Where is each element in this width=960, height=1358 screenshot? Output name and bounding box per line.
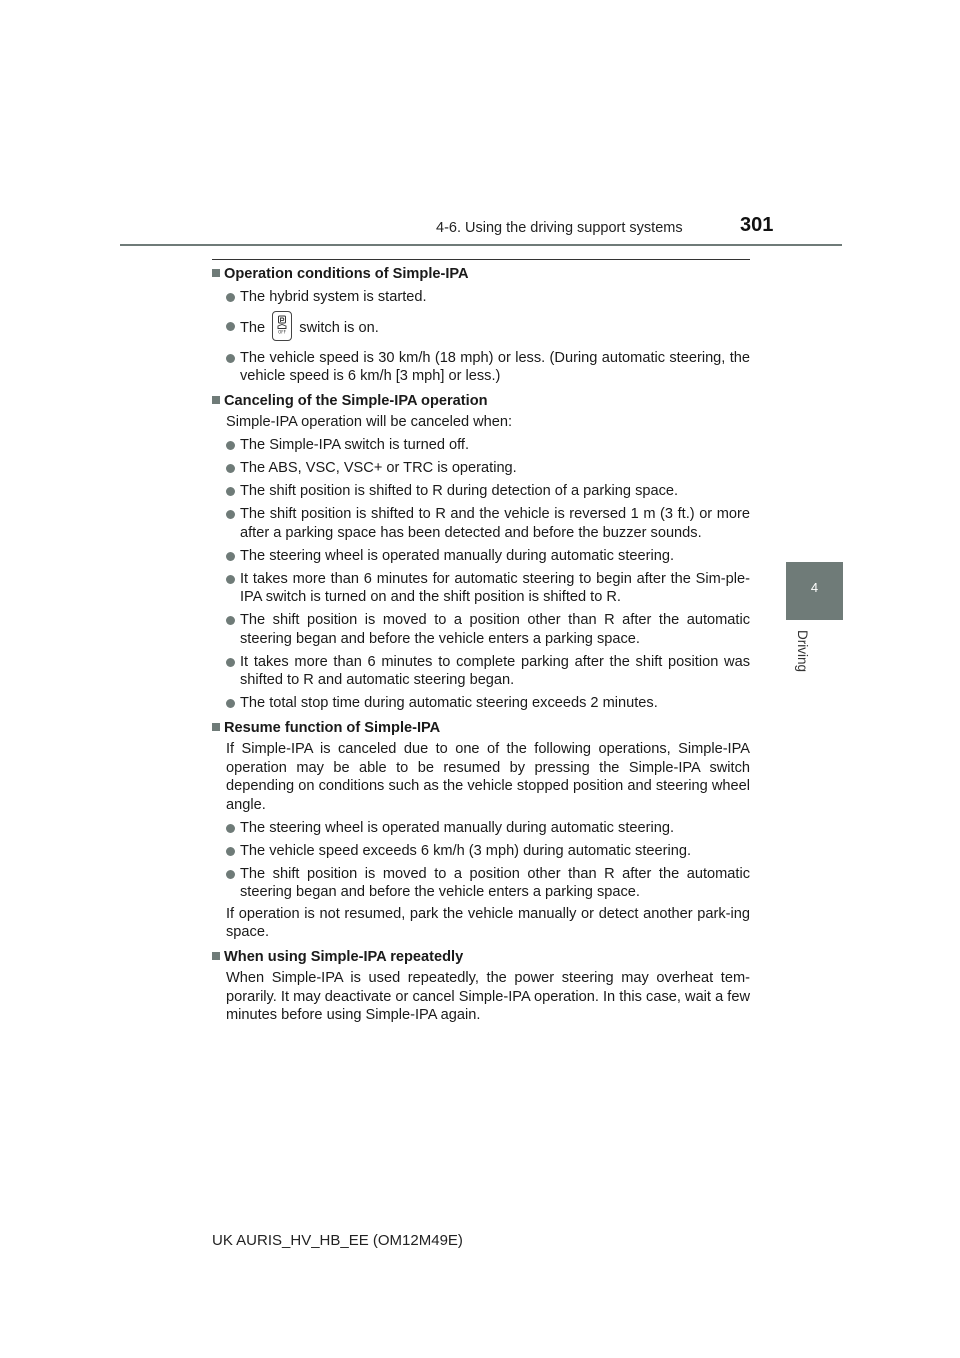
list-item-text: The total stop time during automatic steering exceeds 2 minutes. — [240, 695, 658, 711]
section-heading — [212, 392, 750, 411]
bullet-icon — [226, 699, 235, 708]
bullet-icon — [226, 552, 235, 561]
list-item-text: The shift position is shifted to R and the vehicle is reversed 1 m (3 ft.) or more after a parking space has been detected and before the buzzer sounds. — [240, 506, 750, 541]
list-item — [212, 313, 750, 343]
bullet-icon — [226, 870, 235, 879]
bullet-icon — [226, 464, 235, 473]
heading-text: Canceling of the Simple-IPA operation — [224, 392, 488, 409]
list-item-text: The shift position is moved to a position other than R after the automatic steering began and before the vehicle enters a parking space. — [240, 865, 750, 900]
list-item — [212, 482, 750, 501]
square-bullet-icon — [212, 269, 220, 277]
list-item — [212, 436, 750, 455]
content-rule — [212, 259, 750, 260]
list-item — [212, 349, 750, 386]
list-item-text: The steering wheel is operated manually during automatic steering. — [240, 547, 675, 564]
list-item-text: The steering wheel is operated manually during automatic steering. — [240, 819, 675, 836]
section-heading — [212, 719, 750, 738]
bullet-icon — [226, 293, 235, 302]
list-item — [212, 842, 750, 861]
heading-text: When using Simple-IPA repeatedly — [224, 948, 464, 965]
bullet-icon — [226, 616, 235, 625]
bullet-icon — [226, 441, 235, 450]
chapter-tab: 4 — [786, 562, 843, 620]
list-item-text: The shift position is moved to a position other than R after the automatic steering began and before the vehicle enters a parking space. — [240, 612, 750, 647]
list-item-text: The — [240, 319, 266, 336]
svg-text:OFF: OFF — [278, 329, 287, 334]
list-item — [212, 611, 750, 648]
list-item — [212, 865, 750, 902]
section-heading — [212, 265, 750, 284]
simple-ipa-switch-icon — [272, 311, 292, 341]
chapter-label: Driving — [795, 630, 810, 673]
square-bullet-icon — [212, 396, 220, 404]
page-number: 301 — [740, 214, 774, 236]
bullet-icon — [226, 487, 235, 496]
bullet-icon — [226, 658, 235, 667]
list-item — [212, 653, 750, 690]
list-item — [212, 459, 750, 478]
list-item — [212, 694, 750, 713]
main-content — [212, 265, 750, 1025]
list-item-text: The Simple-IPA switch is turned off. — [240, 437, 470, 453]
list-item — [212, 819, 750, 838]
list-item-text: The vehicle speed exceeds 6 km/h (3 mph) during automatic steering. — [240, 842, 692, 859]
bullet-icon — [226, 510, 235, 519]
bullet-icon — [226, 847, 235, 856]
list-item — [212, 288, 750, 307]
bullet-icon — [226, 322, 235, 331]
footer-model-code: UK AURIS_HV_HB_EE (OM12M49E) — [212, 1232, 463, 1249]
section-intro: If Simple-IPA is canceled due to one of the following operations, Simple-IPA operation may be able to be resumed by pressing the Simple-IPA switch depending on conditions such as the vehicle stopped position and steering wheel angle. — [226, 741, 750, 813]
section-paragraph: If operation is not resumed, park the vehicle manually or detect another park-ing space. — [226, 905, 750, 940]
list-item — [212, 547, 750, 566]
list-item — [212, 505, 750, 542]
bullet-icon — [226, 824, 235, 833]
section-paragraph: When Simple-IPA is used repeatedly, the power steering may overheat tem-porarily. It may deactivate or cancel Simple-IPA operation. In this case, wait a few minutes before using Simple-IPA again. — [226, 970, 750, 1023]
list-item-text: The shift position is shifted to R during detection of a parking space. — [240, 483, 679, 499]
square-bullet-icon — [212, 723, 220, 731]
bullet-icon — [226, 354, 235, 363]
list-item — [212, 570, 750, 607]
header-section-title: 4-6. Using the driving support systems — [436, 220, 683, 236]
list-item-text: The hybrid system is started. — [240, 289, 427, 305]
section-intro: Simple-IPA operation will be canceled when: — [226, 414, 513, 430]
heading-text: Operation conditions of Simple-IPA — [224, 266, 469, 282]
bullet-icon — [226, 575, 235, 584]
square-bullet-icon — [212, 952, 220, 960]
heading-text: Resume function of Simple-IPA — [224, 719, 441, 736]
header-rule — [120, 244, 842, 246]
list-item-text: It takes more than 6 minutes for automatic steering to begin after the Sim-ple-IPA switch is turned on and the shift position is shifted to R. — [240, 570, 750, 605]
list-item-text: The ABS, VSC, VSC+ or TRC is operating. — [240, 460, 517, 476]
list-item-text: It takes more than 6 minutes to complete parking after the shift position was shifted to R and automatic steering began. — [240, 653, 750, 688]
list-item-text: The vehicle speed is 30 km/h (18 mph) or less. (During automatic steering, the vehicle speed is 6 km/h [3 mph] or less.) — [240, 349, 750, 384]
list-item-text: switch is on. — [299, 319, 379, 336]
section-heading — [212, 948, 750, 967]
